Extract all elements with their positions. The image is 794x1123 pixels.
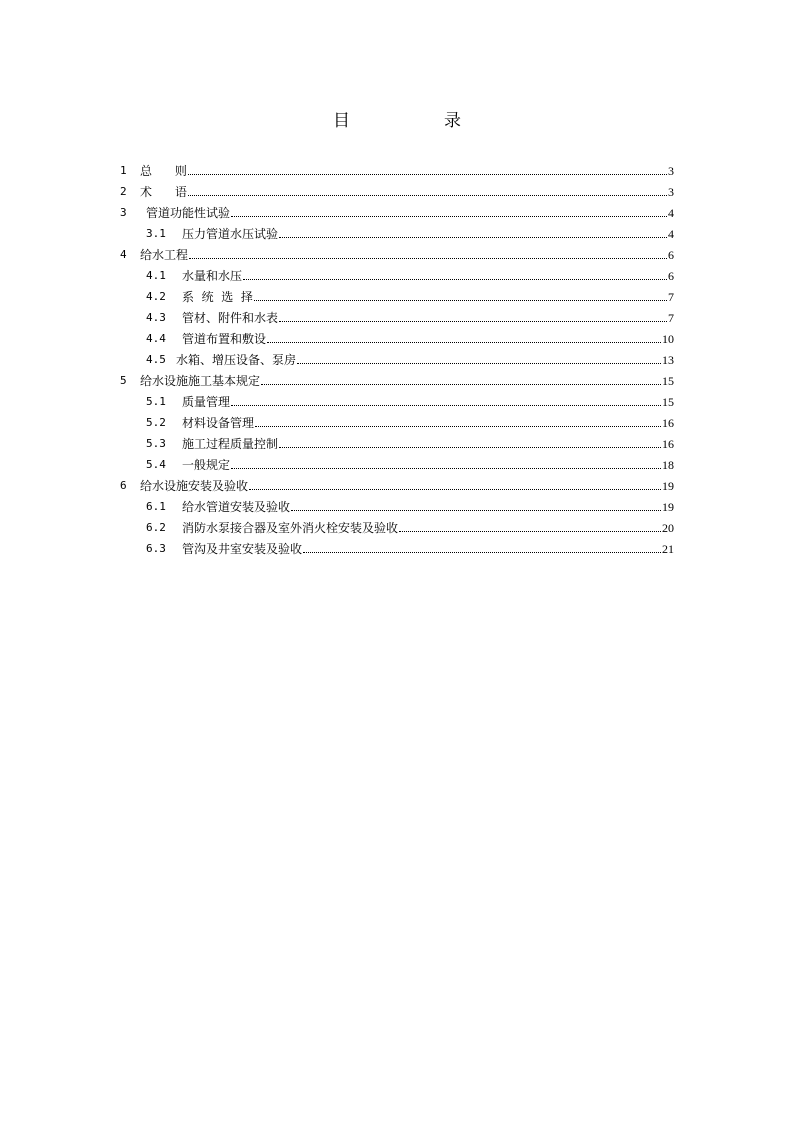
toc-entry-number: 5.1 [146,395,166,408]
toc-entry[interactable] [120,242,674,262]
toc-entry-page: 10 [662,332,674,346]
toc-entry-page: 19 [662,479,674,493]
toc-leader-dots [291,509,661,511]
toc-entry-number: 5.4 [146,458,166,471]
toc-leader-dots [188,194,667,196]
toc-leader-dots [188,173,667,175]
toc-entry-label: 水箱、增压设备、泵房 [176,353,297,367]
toc-entry-page: 6 [668,269,674,283]
toc-entry[interactable] [120,200,674,220]
toc-entry-page: 15 [662,395,674,409]
toc-entry-page: 4 [668,206,674,220]
toc-leader-dots [279,446,661,448]
toc-leader-dots [303,551,661,553]
toc-entry-label: 管沟及井室安装及验收 [182,542,303,556]
toc-entry-label: 给水管道安装及验收 [182,500,291,514]
toc-leader-dots [189,257,667,259]
toc-entry-number: 2 [120,185,127,198]
toc-entry-number: 4.2 [146,290,166,303]
toc-entry-page: 4 [668,227,674,241]
toc-entry-label: 给水工程 [140,248,189,262]
toc-entry[interactable] [120,158,674,178]
toc-leader-dots [249,488,661,490]
toc-entry-label: 管道布置和敷设 [182,332,267,346]
toc-entry[interactable] [120,368,674,388]
toc-title [0,106,794,130]
toc-entry-page: 3 [668,185,674,199]
toc-title-char-1: 目 [333,111,350,131]
toc-entry-number: 5.3 [146,437,166,450]
toc-entry-page: 7 [668,290,674,304]
toc-entry-page: 7 [668,311,674,325]
toc-entry-number: 4.4 [146,332,166,345]
toc-entry-page: 3 [668,164,674,178]
toc-entry-label: 总 则 [140,164,187,178]
toc-entry-number: 3 [120,206,127,219]
toc-leader-dots [255,425,661,427]
toc-entry-label: 质量管理 [182,395,231,409]
toc-leader-dots [261,383,661,385]
toc-entry-number: 4 [120,248,127,261]
toc-entry-page: 13 [662,353,674,367]
toc-leader-dots [231,404,661,406]
toc-entry[interactable] [146,515,674,535]
toc-entry-number: 6.2 [146,521,166,534]
toc-entry-label: 水量和水压 [182,269,243,283]
toc-entry-number: 3.1 [146,227,166,240]
toc-entry-label: 术 语 [140,185,187,199]
toc-entry[interactable] [146,221,674,241]
toc-entry-label: 材料设备管理 [182,416,255,430]
toc-entry-label: 管材、附件和水表 [182,311,279,325]
toc-entry-page: 20 [662,521,674,535]
toc-leader-dots [254,299,667,301]
toc-entry[interactable] [146,452,674,472]
toc-entry[interactable] [146,536,674,556]
toc-entry[interactable] [146,284,674,304]
toc-leader-dots [297,362,661,364]
toc-entry-label: 系 统 选 择 [182,290,253,304]
toc-leader-dots [231,467,661,469]
toc-entry[interactable] [146,263,674,283]
toc-leader-dots [231,215,667,217]
toc-entry[interactable] [146,410,674,430]
toc-entry-number: 4.3 [146,311,166,324]
toc-leader-dots [243,278,667,280]
toc-entry-number: 4.1 [146,269,166,282]
toc-entry-label: 一般规定 [182,458,231,472]
toc-entry-page: 19 [662,500,674,514]
toc-entry-page: 16 [662,416,674,430]
toc-entry-page: 21 [662,542,674,556]
toc-entry[interactable] [146,305,674,325]
toc-entry-label: 压力管道水压试验 [182,227,279,241]
toc-entry-page: 18 [662,458,674,472]
toc-entry[interactable] [146,389,674,409]
toc-entry[interactable] [146,326,674,346]
toc-entry-number: 6.3 [146,542,166,555]
toc-entry-number: 4.5 [146,353,166,366]
toc-entry-page: 15 [662,374,674,388]
toc-leader-dots [279,236,667,238]
toc-entry-label: 施工过程质量控制 [182,437,279,451]
toc-entry-label: 消防水泵接合器及室外消火栓安装及验收 [182,521,399,535]
toc-entry-number: 6 [120,479,127,492]
toc-entry-label: 给水设施施工基本规定 [140,374,261,388]
toc-entry-number: 5 [120,374,127,387]
toc-entry-number: 6.1 [146,500,166,513]
toc-entry-page: 16 [662,437,674,451]
toc-entry[interactable] [146,347,674,367]
toc-entry[interactable] [120,179,674,199]
toc-entry-number: 5.2 [146,416,166,429]
toc-entry[interactable] [120,473,674,493]
toc-entry-page: 6 [668,248,674,262]
toc-title-char-2: 录 [444,111,461,131]
toc-entry-label: 给水设施安装及验收 [140,479,249,493]
toc-entry-label: 管道功能性试验 [146,206,231,220]
toc-entry-number: 1 [120,164,127,177]
toc-entry[interactable] [146,494,674,514]
toc-leader-dots [267,341,661,343]
toc-entry[interactable] [146,431,674,451]
toc-leader-dots [279,320,667,322]
toc-leader-dots [399,530,661,532]
